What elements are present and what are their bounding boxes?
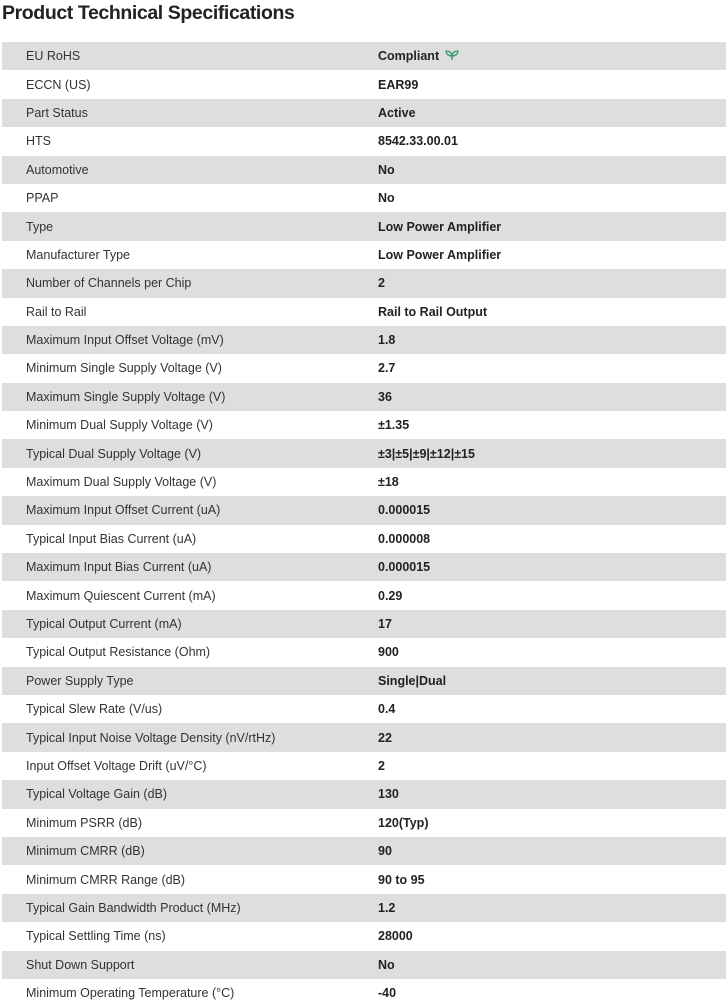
spec-value-cell — [378, 269, 726, 297]
spec-label: Minimum Single Supply Voltage (V) — [2, 354, 378, 382]
spec-value-cell — [378, 354, 726, 382]
spec-value-cell — [378, 184, 726, 212]
spec-value: Low Power Amplifier — [378, 219, 502, 234]
spec-row — [2, 156, 726, 184]
spec-row — [2, 780, 726, 808]
spec-label: Manufacturer Type — [2, 241, 378, 269]
spec-label: Number of Channels per Chip — [2, 269, 378, 297]
spec-label: Typical Input Bias Current (uA) — [2, 525, 378, 553]
spec-value: No — [378, 162, 395, 177]
spec-value-cell — [378, 809, 726, 837]
spec-row — [2, 667, 726, 695]
spec-label: Input Offset Voltage Drift (uV/°C) — [2, 752, 378, 780]
spec-row — [2, 354, 726, 382]
spec-row — [2, 496, 726, 524]
spec-label: Typical Slew Rate (V/us) — [2, 695, 378, 723]
spec-value: 17 — [378, 617, 392, 631]
spec-value: 90 — [378, 844, 392, 859]
spec-label: Typical Dual Supply Voltage (V) — [2, 439, 378, 467]
spec-row — [2, 752, 726, 780]
spec-value-cell — [378, 298, 726, 326]
spec-value: -40 — [378, 986, 397, 1001]
spec-row — [2, 298, 726, 326]
spec-value: 90 to 95 — [378, 872, 425, 887]
spec-value-cell — [378, 837, 726, 865]
spec-row — [2, 809, 726, 837]
spec-label: Minimum Dual Supply Voltage (V) — [2, 411, 378, 439]
spec-row — [2, 581, 726, 609]
spec-label: Minimum CMRR (dB) — [2, 837, 378, 865]
spec-value: 2 — [378, 758, 385, 773]
page-title: Product Technical Specifications — [2, 2, 295, 24]
spec-value: 120(Typ) — [378, 815, 429, 830]
spec-value-cell — [378, 638, 726, 666]
spec-value-cell — [378, 156, 726, 184]
spec-label: Maximum Single Supply Voltage (V) — [2, 383, 378, 411]
spec-label: Rail to Rail — [2, 298, 378, 326]
spec-value-cell — [378, 439, 726, 467]
spec-value-cell — [378, 695, 726, 723]
spec-row — [2, 241, 726, 269]
spec-value: Single|Dual — [378, 673, 447, 688]
spec-label: Part Status — [2, 99, 378, 127]
spec-label: PPAP — [2, 184, 378, 212]
spec-value-cell — [378, 780, 726, 808]
spec-row — [2, 894, 726, 922]
spec-label: EU RoHS — [2, 42, 378, 70]
spec-row — [2, 383, 726, 411]
spec-value: 130 — [378, 787, 399, 802]
spec-table — [2, 42, 726, 1007]
spec-label: Shut Down Support — [2, 951, 378, 979]
spec-row — [2, 723, 726, 751]
spec-value-cell — [378, 610, 726, 638]
spec-row — [2, 326, 726, 354]
spec-label: Maximum Input Offset Current (uA) — [2, 496, 378, 524]
spec-value: 1.2 — [378, 900, 396, 915]
spec-row — [2, 553, 726, 581]
spec-value-cell — [378, 667, 726, 695]
spec-value: 1.8 — [378, 333, 396, 348]
spec-value: 0.000008 — [378, 531, 431, 546]
spec-value: 0.000015 — [378, 560, 431, 575]
spec-label: Typical Output Current (mA) — [2, 610, 378, 638]
spec-row — [2, 439, 726, 467]
spec-value: 28000 — [378, 929, 413, 944]
spec-label: Maximum Quiescent Current (mA) — [2, 581, 378, 609]
spec-row — [2, 865, 726, 893]
spec-value-cell — [378, 496, 726, 524]
spec-value: Rail to Rail Output — [378, 304, 488, 319]
spec-value: 22 — [378, 730, 392, 745]
spec-value-cell — [378, 468, 726, 496]
spec-label: Maximum Input Bias Current (uA) — [2, 553, 378, 581]
spec-label: Typical Voltage Gain (dB) — [2, 780, 378, 808]
spec-label: ECCN (US) — [2, 70, 378, 98]
spec-value: 2 — [378, 276, 385, 291]
spec-label: HTS — [2, 127, 378, 155]
spec-label: Typical Gain Bandwidth Product (MHz) — [2, 894, 378, 922]
spec-label: Minimum Operating Temperature (°C) — [2, 979, 378, 1007]
spec-value: Active — [378, 105, 416, 120]
spec-value: No — [378, 957, 395, 972]
spec-row — [2, 610, 726, 638]
spec-value-cell — [378, 411, 726, 439]
spec-value-cell — [378, 894, 726, 922]
spec-value-cell — [378, 127, 726, 155]
spec-label: Minimum CMRR Range (dB) — [2, 865, 378, 893]
spec-value-cell — [378, 241, 726, 269]
spec-value: 0.000015 — [378, 503, 431, 518]
spec-table-body — [2, 42, 726, 1007]
spec-row — [2, 525, 726, 553]
spec-value-cell — [378, 525, 726, 553]
spec-row — [2, 269, 726, 297]
spec-value-cell — [378, 212, 726, 240]
spec-value: Low Power Amplifier — [378, 247, 502, 262]
spec-row — [2, 979, 726, 1007]
spec-value: EAR99 — [378, 77, 419, 92]
spec-row — [2, 695, 726, 723]
spec-row — [2, 127, 726, 155]
spec-label: Typical Output Resistance (Ohm) — [2, 638, 378, 666]
spec-value-cell — [378, 42, 726, 70]
spec-value-cell — [378, 951, 726, 979]
spec-value: 900 — [378, 645, 399, 660]
leaf-icon — [445, 50, 459, 61]
spec-value-cell — [378, 979, 726, 1007]
spec-value: 0.4 — [378, 702, 396, 717]
spec-value-cell — [378, 99, 726, 127]
spec-value: ±3|±5|±9|±12|±15 — [378, 446, 475, 461]
spec-value: ±18 — [378, 475, 399, 490]
spec-value-cell — [378, 326, 726, 354]
spec-label: Type — [2, 212, 378, 240]
spec-label: Maximum Dual Supply Voltage (V) — [2, 468, 378, 496]
spec-value-cell — [378, 70, 726, 98]
spec-row — [2, 411, 726, 439]
spec-row — [2, 951, 726, 979]
spec-value: 2.7 — [378, 361, 396, 376]
spec-value-cell — [378, 553, 726, 581]
spec-row — [2, 212, 726, 240]
spec-row — [2, 638, 726, 666]
spec-label: Minimum PSRR (dB) — [2, 809, 378, 837]
spec-row — [2, 42, 726, 70]
spec-row — [2, 922, 726, 950]
spec-row — [2, 184, 726, 212]
spec-value: 0.29 — [378, 588, 403, 603]
spec-value: 36 — [378, 389, 392, 404]
spec-value: Compliant — [378, 49, 440, 64]
spec-value-cell — [378, 922, 726, 950]
spec-label: Maximum Input Offset Voltage (mV) — [2, 326, 378, 354]
spec-label: Typical Settling Time (ns) — [2, 922, 378, 950]
spec-value: No — [378, 191, 395, 206]
spec-value-cell — [378, 581, 726, 609]
spec-label: Power Supply Type — [2, 667, 378, 695]
spec-row — [2, 468, 726, 496]
spec-row — [2, 99, 726, 127]
spec-value: 8542.33.00.01 — [378, 134, 458, 149]
spec-value-cell — [378, 865, 726, 893]
spec-row — [2, 837, 726, 865]
spec-value-cell — [378, 383, 726, 411]
spec-label: Automotive — [2, 156, 378, 184]
spec-label: Typical Input Noise Voltage Density (nV/rtHz) — [2, 723, 378, 751]
spec-row — [2, 70, 726, 98]
spec-value-cell — [378, 723, 726, 751]
spec-value: ±1.35 — [378, 418, 410, 433]
spec-value-cell — [378, 752, 726, 780]
